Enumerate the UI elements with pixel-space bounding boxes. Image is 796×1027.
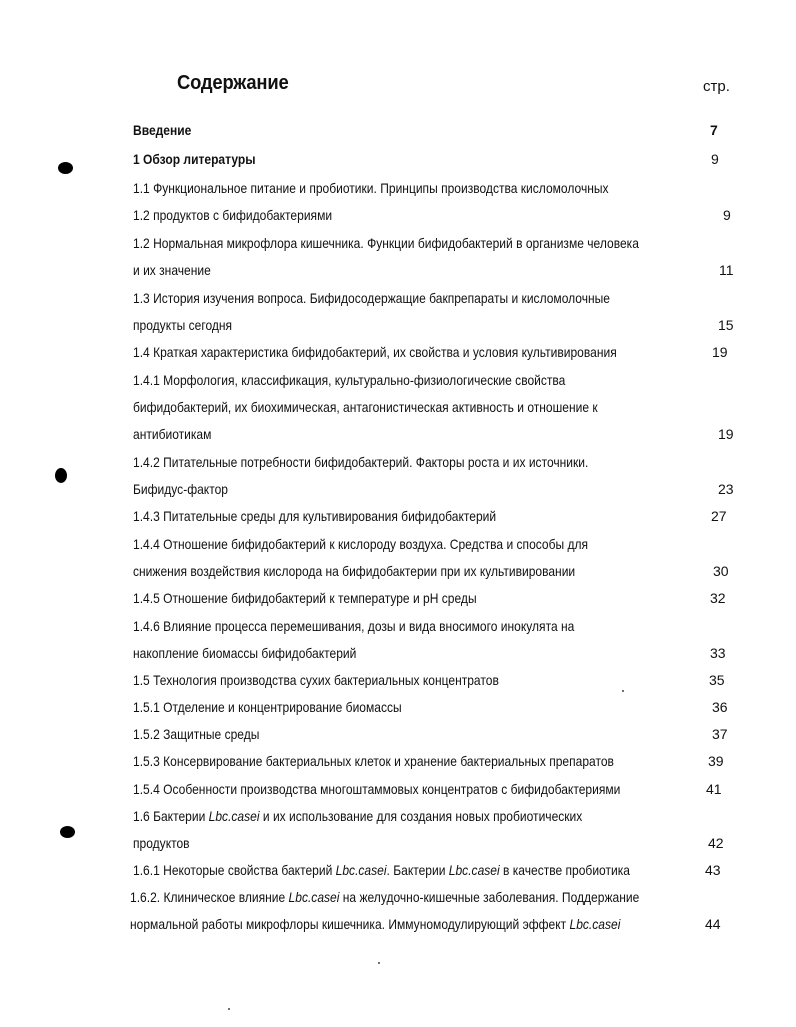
scan-speck bbox=[378, 962, 380, 964]
toc-page-number: 32 bbox=[710, 590, 726, 606]
species-name: Lbc.casei bbox=[208, 808, 260, 824]
entry-text: 1.6.2. Клиническое влияние bbox=[130, 889, 289, 905]
toc-entry-1-4-2-cont: Бифидус-фактор bbox=[133, 481, 228, 497]
toc-page-number: 7 bbox=[710, 122, 718, 138]
toc-entry-1-6-2 bbox=[130, 887, 639, 907]
toc-page-number: 11 bbox=[719, 262, 734, 278]
toc-page-number: 33 bbox=[710, 645, 726, 661]
toc-page-number: 9 bbox=[711, 151, 719, 167]
entry-text: 1.6 Бактерии bbox=[133, 808, 209, 824]
toc-page-number: 9 bbox=[723, 207, 731, 223]
toc-entry-1-1-cont: 1.2 продуктов с бифидобактериями bbox=[133, 207, 333, 223]
scan-speck bbox=[228, 1008, 230, 1010]
toc-entry-1-5-3: 1.5.3 Консервирование бактериальных клеток и хранение бактериальных препаратов bbox=[133, 753, 614, 769]
toc-entry-1-4: 1.4 Краткая характеристика бифидобактерий, их свойства и условия культивирования bbox=[133, 344, 617, 360]
species-name: Lbc.casei bbox=[288, 889, 340, 905]
toc-page-number: 39 bbox=[708, 753, 724, 769]
toc-entry-introduction: Введение bbox=[133, 122, 192, 138]
entry-text: нормальной работы микрофлоры кишечника. Иммуномодулирующий эффект bbox=[130, 916, 570, 932]
toc-entry-1-4-1: 1.4.1 Морфология, классификация, культурально-физиологические свойства bbox=[133, 372, 566, 388]
entry-text: . Бактерии bbox=[386, 862, 449, 878]
toc-page-number: 35 bbox=[709, 672, 725, 688]
toc-entry-1-5-1: 1.5.1 Отделение и концентрирование биомассы bbox=[133, 699, 402, 715]
entry-text: 1.6.1 Некоторые свойства бактерий bbox=[133, 862, 336, 878]
toc-entry-1-6-cont: продуктов bbox=[133, 835, 190, 851]
toc-entry-1-4-3: 1.4.3 Питательные среды для культивирования бифидобактерий bbox=[133, 508, 497, 524]
toc-page-number: 36 bbox=[712, 699, 728, 715]
toc-entry-1-4-6: 1.4.6 Влияние процесса перемешивания, дозы и вида вносимого инокулята на bbox=[133, 618, 575, 634]
toc-entry-1-4-5: 1.4.5 Отношение бифидобактерий к температуре и pH среды bbox=[133, 590, 477, 606]
toc-page-number: 23 bbox=[718, 481, 734, 497]
toc-entry-1-4-4: 1.4.4 Отношение бифидобактерий к кислороду воздуха. Средства и способы для bbox=[133, 536, 589, 552]
toc-page-number: 19 bbox=[712, 344, 728, 360]
page-column-label: стр. bbox=[703, 78, 730, 95]
species-name: Lbc.casei bbox=[335, 862, 387, 878]
toc-entry-chapter-1: 1 Обзор литературы bbox=[133, 151, 256, 167]
toc-entry-1-4-4-cont: снижения воздействия кислорода на бифидобактерии при их культивировании bbox=[133, 563, 576, 579]
toc-page-number: 19 bbox=[718, 426, 734, 442]
toc-page-number: 43 bbox=[705, 862, 721, 878]
toc-entry-1-4-6-cont: накопление биомассы бифидобактерий bbox=[133, 645, 357, 661]
punch-hole-mark bbox=[55, 468, 67, 483]
toc-entry-1-2: 1.2 Нормальная микрофлора кишечника. Функции бифидобактерий в организме человека bbox=[133, 235, 639, 251]
toc-page-number: 44 bbox=[705, 916, 721, 932]
punch-hole-mark bbox=[58, 162, 73, 174]
toc-entry-1-5-2: 1.5.2 Защитные среды bbox=[133, 726, 260, 742]
toc-entry-1-5-4: 1.5.4 Особенности производства многоштаммовых концентратов с бифидобактериями bbox=[133, 781, 621, 797]
toc-page-number: 42 bbox=[708, 835, 724, 851]
toc-page-number: 41 bbox=[706, 781, 722, 797]
toc-entry-1-4-1-cont: бифидобактерий, их биохимическая, антагонистическая активность и отношение к bbox=[133, 399, 598, 415]
species-name: Lbc.casei bbox=[569, 916, 621, 932]
punch-hole-mark bbox=[60, 826, 75, 838]
toc-page-number: 37 bbox=[712, 726, 728, 742]
species-name: Lbc.casei bbox=[448, 862, 500, 878]
toc-entry-1-3-cont: продукты сегодня bbox=[133, 317, 233, 333]
toc-entry-1-6-2-cont bbox=[130, 914, 620, 934]
toc-page-number: 30 bbox=[713, 563, 729, 579]
toc-entry-1-5: 1.5 Технология производства сухих бактериальных концентратов bbox=[133, 672, 499, 688]
scan-speck bbox=[622, 690, 624, 692]
toc-entry-1-2-cont: и их значение bbox=[133, 262, 211, 278]
entry-text: и их использование для создания новых пробиотических bbox=[259, 808, 583, 824]
entry-text: в качестве пробиотика bbox=[499, 862, 630, 878]
toc-entry-1-6 bbox=[133, 806, 582, 826]
page-title: Содержание bbox=[177, 72, 289, 94]
toc-entry-1-3: 1.3 История изучения вопроса. Бифидосодержащие бакпрепараты и кисломолочные bbox=[133, 290, 611, 306]
entry-text: на желудочно-кишечные заболевания. Поддержание bbox=[339, 889, 640, 905]
toc-entry-1-1: 1.1 Функциональное питание и пробиотики. Принципы производства кисломолочных bbox=[133, 180, 609, 196]
toc-entry-1-6-1 bbox=[133, 860, 630, 880]
toc-entry-1-4-1-cont: антибиотикам bbox=[133, 426, 212, 442]
toc-page-number: 15 bbox=[718, 317, 734, 333]
toc-entry-1-4-2: 1.4.2 Питательные потребности бифидобактерий. Факторы роста и их источники. bbox=[133, 454, 589, 470]
toc-page-number: 27 bbox=[711, 508, 727, 524]
